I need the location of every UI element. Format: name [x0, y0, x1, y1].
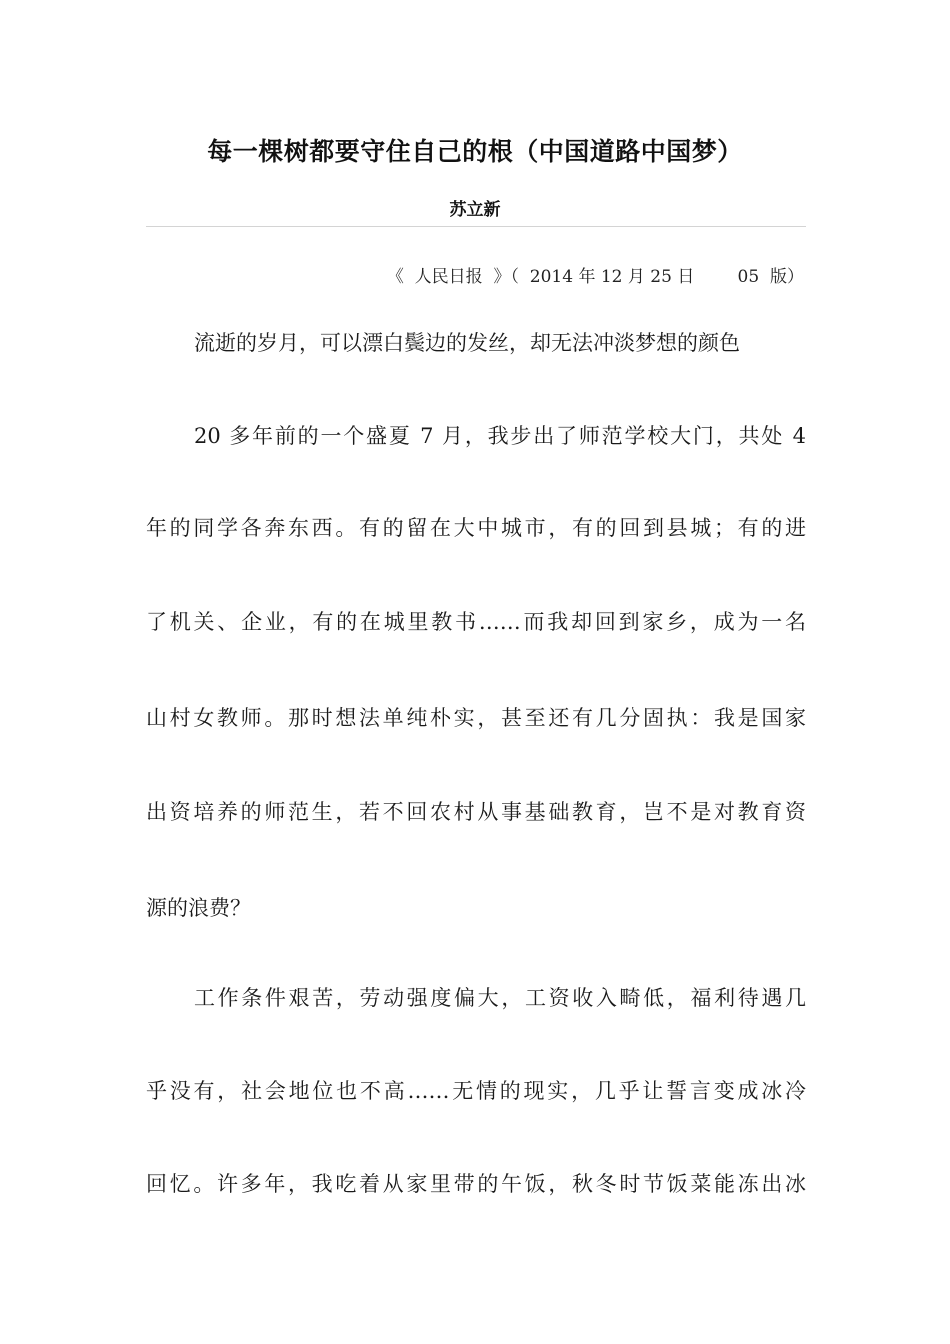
body-line: 出资培养的师范生，若不回农村从事基础教育，岂不是对教育资 [146, 800, 806, 824]
body-line: 20 多年前的一个盛夏 7 月，我步出了师范学校大门，共处 4 [194, 424, 806, 448]
body-line: 源的浪费？ [146, 896, 251, 920]
body-line: 回忆。许多年，我吃着从家里带的午饭，秋冬时节饭菜能冻出冰 [146, 1172, 806, 1196]
body-line: 了机关、企业，有的在城里教书……而我却回到家乡，成为一名 [146, 610, 806, 634]
header-divider [146, 226, 806, 227]
article-author: 苏立新 [449, 200, 501, 220]
article-source: 《 人民日报 》（ 2014 年 12 月 25 日 05 版） [386, 267, 804, 287]
body-line: 年的同学各奔东西。有的留在大中城市，有的回到县城；有的进 [146, 516, 806, 540]
article-title: 每一棵树都要守住自己的根（中国道路中国梦） [207, 137, 743, 166]
body-line: 工作条件艰苦，劳动强度偏大，工资收入畸低，福利待遇几 [194, 986, 806, 1010]
body-line: 流逝的岁月，可以漂白鬓边的发丝，却无法冲淡梦想的颜色 [194, 331, 740, 355]
body-line: 乎没有，社会地位也不高……无情的现实，几乎让誓言变成冰冷 [146, 1079, 806, 1103]
body-line: 山村女教师。那时想法单纯朴实，甚至还有几分固执：我是国家 [146, 706, 806, 730]
